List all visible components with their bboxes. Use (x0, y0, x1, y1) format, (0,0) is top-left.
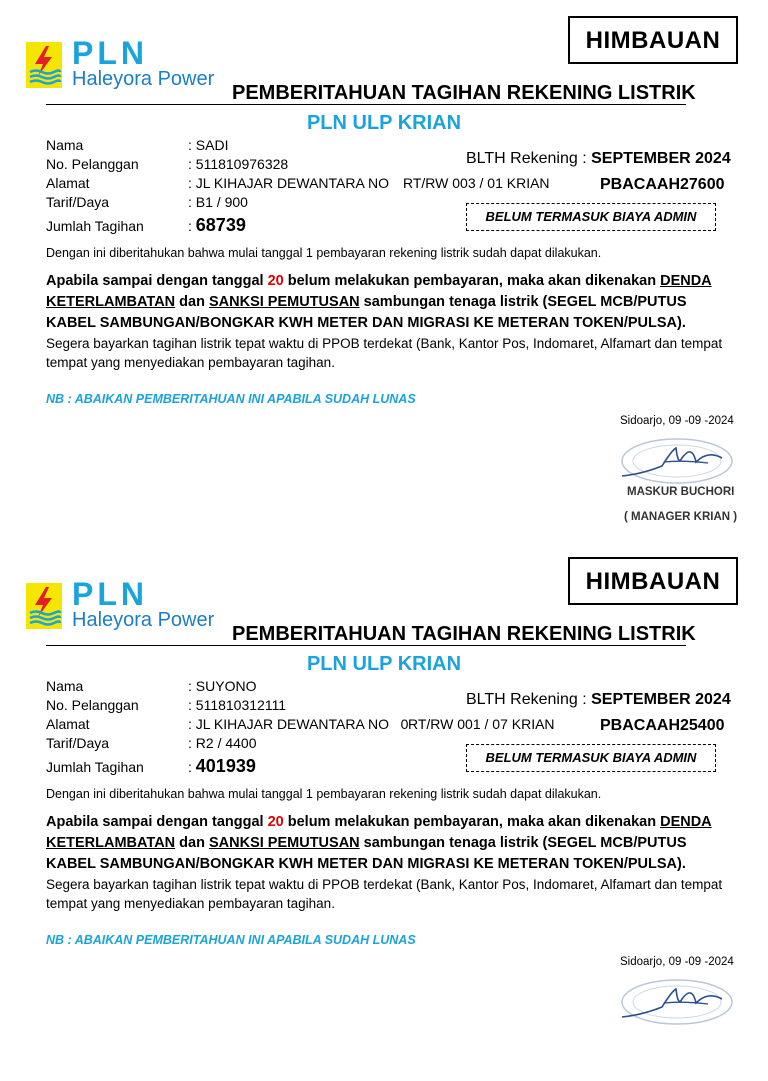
reference-code: PBACAAH27600 (600, 176, 725, 193)
logo-subtitle: Haleyora Power (72, 609, 215, 631)
denda-text: DENDA KETERLAMBATAN (46, 814, 712, 851)
deadline-day: 20 (267, 814, 284, 830)
blth-label: BLTH Rekening : (466, 150, 587, 167)
reference-code: PBACAAH25400 (600, 717, 725, 734)
issue-date: Sidoarjo, 09 -09 -2024 (620, 415, 734, 427)
logo-wordmark: PLN (72, 576, 148, 612)
notice-title: PEMBERITAHUAN TAGIHAN REKENING LISTRIK (232, 623, 696, 645)
rt-rw: RT/RW 001 / 07 KRIAN (408, 716, 555, 732)
signature-stamp (612, 977, 742, 1027)
signer-role: ( MANAGER KRIAN ) (624, 511, 738, 523)
logo-subtitle: Haleyora Power (72, 68, 215, 90)
intro-text: Dengan ini diberitahukan bahwa mulai tanggal 1 pembayaran rekening listrik sudah dapat dilakukan. (46, 246, 602, 260)
warning-part4: sambungan tenaga listrik (SEGEL MCB/PUTUS KABEL SAMBUNGAN/BONGKAR KWH METER DAN MIGRASI KE METERAN TOKEN/PULSA). (46, 294, 687, 331)
blth-label: BLTH Rekening : (466, 691, 587, 708)
warning-part2: belum melakukan pembayaran, maka akan dikenakan (283, 814, 661, 830)
himbauan-badge: HIMBAUAN (568, 557, 738, 605)
value-jumlah-tagihan (188, 756, 256, 777)
value-nama: : SADI (188, 137, 229, 153)
label-alamat: Alamat (46, 716, 90, 732)
blth-rekening (466, 150, 731, 168)
office-subtitle: PLN ULP KRIAN (306, 112, 462, 134)
label-alamat: Alamat (46, 175, 90, 191)
himbauan-badge: HIMBAUAN (568, 16, 738, 64)
jumlah-amount: 68739 (195, 215, 246, 235)
warning-text (46, 812, 726, 875)
value-tarif: : R2 / 4400 (188, 735, 257, 751)
value-tarif: : B1 / 900 (188, 194, 248, 210)
deadline-day: 20 (267, 273, 284, 289)
signature-stamp (612, 436, 742, 486)
value-jumlah-tagihan (188, 215, 246, 236)
label-jumlah-tagihan: Jumlah Tagihan (46, 218, 144, 234)
warning-part3: dan (175, 294, 209, 310)
pln-lightning-icon (26, 42, 62, 88)
value-alamat: : JL KIHAJAR DEWANTARA NO 0 (188, 716, 409, 732)
issue-date: Sidoarjo, 09 -09 -2024 (620, 956, 734, 968)
label-no-pelanggan: No. Pelanggan (46, 156, 139, 172)
jumlah-colon: : (188, 759, 192, 775)
pln-logo (26, 35, 226, 94)
intro-text: Dengan ini diberitahukan bahwa mulai tanggal 1 pembayaran rekening listrik sudah dapat dilakukan. (46, 787, 602, 801)
nb-note: NB : ABAIKAN PEMBERITAHUAN INI APABILA SUDAH LUNAS (46, 392, 416, 406)
label-tarif: Tarif/Daya (46, 194, 110, 210)
admin-fee-note: BELUM TERMASUK BIAYA ADMIN (466, 744, 716, 772)
jumlah-amount: 401939 (195, 756, 256, 776)
warning-part3: dan (175, 835, 209, 851)
notice-title: PEMBERITAHUAN TAGIHAN REKENING LISTRIK (232, 82, 696, 104)
value-nama: : SUYONO (188, 678, 257, 694)
value-no-pelanggan: : 511810976328 (188, 156, 289, 172)
pln-lightning-icon (26, 583, 62, 629)
nb-note: NB : ABAIKAN PEMBERITAHUAN INI APABILA SUDAH LUNAS (46, 933, 416, 947)
denda-text: DENDA KETERLAMBATAN (46, 273, 712, 310)
sanksi-text: SANKSI PEMUTUSAN (208, 835, 360, 851)
blth-value: SEPTEMBER 2024 (591, 150, 731, 167)
admin-fee-note: BELUM TERMASUK BIAYA ADMIN (466, 203, 716, 231)
sanksi-text: SANKSI PEMUTUSAN (208, 294, 360, 310)
office-subtitle: PLN ULP KRIAN (306, 653, 462, 675)
notice-2 (0, 541, 768, 1081)
label-nama: Nama (46, 678, 84, 694)
logo-wordmark: PLN (72, 35, 148, 71)
label-no-pelanggan: No. Pelanggan (46, 697, 139, 713)
title-divider (46, 645, 686, 646)
value-alamat: : JL KIHAJAR DEWANTARA NO (188, 175, 389, 191)
warning-part1: Apabila sampai dengan tanggal (46, 814, 268, 830)
title-divider (46, 104, 686, 105)
warning-part4: sambungan tenaga listrik (SEGEL MCB/PUTUS KABEL SAMBUNGAN/BONGKAR KWH METER DAN MIGRASI KE METERAN TOKEN/PULSA). (46, 835, 687, 872)
warning-part2: belum melakukan pembayaran, maka akan dikenakan (283, 273, 661, 289)
payment-instruction: Segera bayarkan tagihan listrik tepat waktu di PPOB terdekat (Bank, Kantor Pos, Indomaret, Alfamart dan tempat tempat yang menyediakan pembayaran tagihan. (46, 877, 723, 911)
label-nama: Nama (46, 137, 84, 153)
value-no-pelanggan: : 511810312111 (188, 697, 287, 713)
payment-instruction: Segera bayarkan tagihan listrik tepat waktu di PPOB terdekat (Bank, Kantor Pos, Indomaret, Alfamart dan tempat tempat yang menyediakan pembayaran tagihan. (46, 336, 723, 370)
pln-logo (26, 576, 226, 635)
blth-rekening (466, 691, 731, 709)
signer-name: MASKUR BUCHORI (627, 486, 735, 498)
warning-part1: Apabila sampai dengan tanggal (46, 273, 268, 289)
jumlah-colon: : (188, 218, 192, 234)
blth-value: SEPTEMBER 2024 (591, 691, 731, 708)
warning-text (46, 271, 726, 334)
notice-1 (0, 0, 768, 540)
label-jumlah-tagihan: Jumlah Tagihan (46, 759, 144, 775)
label-tarif: Tarif/Daya (46, 735, 110, 751)
rt-rw: RT/RW 003 / 01 KRIAN (403, 175, 550, 191)
